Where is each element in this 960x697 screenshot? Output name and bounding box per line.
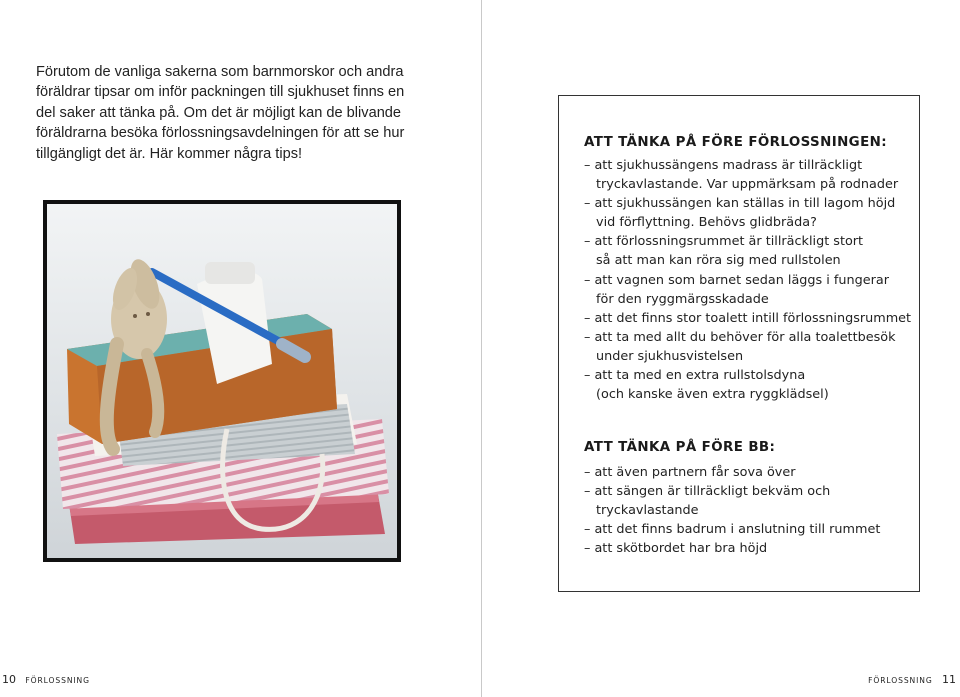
list-item-line: – att förlossningsrummet är tillräckligt stort	[584, 234, 864, 250]
list-item	[584, 520, 880, 539]
list-item-line: – att det finns badrum i anslutning till rummet	[584, 522, 881, 538]
list-item-line: – att vagnen som barnet sedan läggs i fungerar	[584, 272, 889, 288]
list-item-line: – att det finns stor toalett intill förlossningsrummet	[584, 310, 912, 326]
list-item-line: vid förflyttning. Behövs glidbräda?	[596, 215, 817, 231]
list-item-line: – att sjukhussängens madrass är tillräckligt	[584, 158, 863, 173]
list-item	[584, 328, 911, 366]
right-page	[482, 0, 960, 697]
list-item	[584, 366, 911, 404]
checklist-box	[558, 95, 920, 592]
list-item-line: – att ta med allt du behöver för alla toalettbesök	[584, 329, 896, 345]
list-item-line: under sjukhusvistelsen	[596, 348, 744, 364]
footer-right	[862, 673, 956, 686]
list-item	[584, 482, 880, 520]
list-item	[584, 271, 911, 309]
checklist	[584, 463, 880, 558]
list-item-line: – att även partnern får sova över	[584, 465, 796, 480]
list-item	[584, 194, 911, 232]
page-number: 11	[942, 673, 956, 686]
intro-line: föräldrar tipsar om inför packningen till sjukhuset finns en	[36, 84, 405, 101]
list-item-line: tryckavlastande	[596, 503, 699, 519]
packing-photo-illustration	[47, 204, 397, 558]
checklist	[584, 156, 911, 404]
list-item	[584, 309, 911, 328]
section-heading: ATT TÄNKA PÅ FÖRE BB:	[584, 440, 776, 455]
list-item-line: för den ryggmärgsskadade	[596, 291, 769, 307]
list-item	[584, 232, 911, 270]
footer-left	[2, 673, 96, 686]
list-item-line: (och kanske även extra ryggklädsel)	[596, 387, 829, 403]
list-item	[584, 156, 911, 194]
list-item-line: – att sjukhussängen kan ställas in till lagom höjd	[584, 196, 896, 212]
intro-line: del saker att tänka på. Om det är möjligt kan de blivande	[36, 104, 402, 121]
page-number: 10	[2, 673, 16, 686]
list-item	[584, 463, 880, 482]
list-item-line: – att ta med en extra rullstolsdyna	[584, 368, 806, 384]
section-heading: ATT TÄNKA PÅ FÖRE FÖRLOSSNINGEN:	[584, 135, 887, 150]
list-item-line: så att man kan röra sig med rullstolen	[596, 253, 841, 269]
footer-section-name: FÖRLOSSNING	[25, 676, 90, 685]
list-item-line: – att skötbordet har bra höjd	[584, 541, 768, 557]
intro-line: tillgängligt det är. Här kommer några tips!	[36, 145, 303, 162]
list-item-line: tryckavlastande. Var uppmärksam på rodnader	[596, 177, 899, 193]
footer-section-name: FÖRLOSSNING	[868, 676, 933, 685]
packing-photo	[43, 200, 401, 562]
list-item-line: – att sängen är tillräckligt bekväm och	[584, 484, 831, 500]
intro-paragraph	[36, 62, 416, 164]
intro-line: Förutom de vanliga sakerna som barnmorskor och andra	[36, 64, 404, 80]
intro-line: föräldrarna besöka förlossningsavdelningen för att se hur	[36, 125, 405, 142]
list-item	[584, 539, 880, 558]
